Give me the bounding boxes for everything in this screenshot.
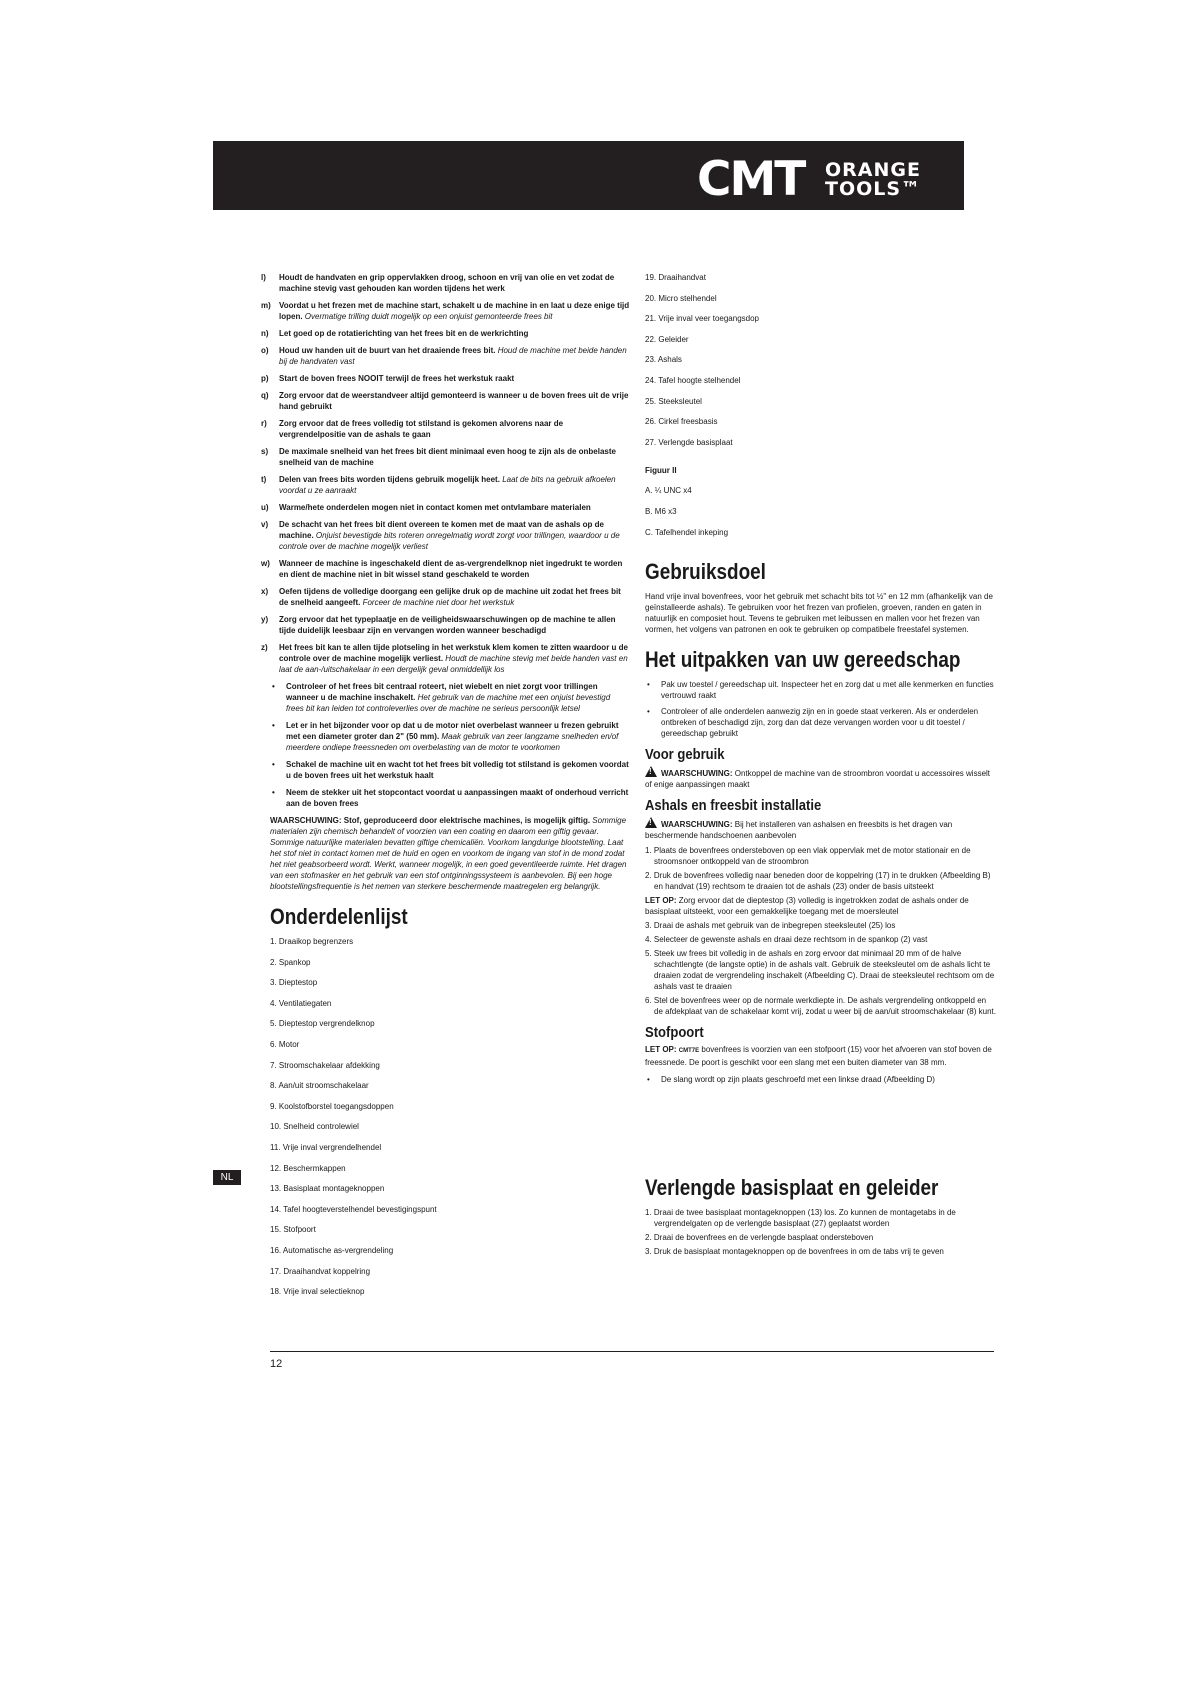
safety-item-text: Oefen tijdens de volledige doorgang een gelijke druk op de machine uit zodat het frees bit de snelheid aangeeft. bbox=[279, 587, 621, 607]
safety-item-letter: z) bbox=[261, 643, 268, 652]
list-item: 11. Vrije inval vergrendelhendel bbox=[270, 1142, 382, 1152]
safety-item-text: Het frees bit kan te allen tijde plotseling in het werkstuk klem komen te zitten waardoor u de controle over de machine mogelijk verliest. bbox=[279, 643, 628, 663]
voor-gebruik-heading: Voor gebruik bbox=[645, 747, 725, 764]
figure-item: A. ¼ UNC x4 bbox=[645, 486, 692, 496]
safety-item-note: Houd de machine met beide handen bij de handvaten vast bbox=[279, 346, 627, 366]
page-number: 12 bbox=[270, 1358, 283, 1370]
warning-text: Bij het installeren van ashalsen en freesbits is het dragen van beschermende handschoenen aanbevolen bbox=[645, 820, 953, 841]
safety-item-text: Wanneer de machine is ingeschakeld dient de as-vergrendelknop niet ingedrukt te worden en dient de machine niet in bit wissel stand geschakeld te worden bbox=[279, 559, 623, 579]
safety-item bbox=[261, 586, 630, 608]
logo-main: CMT bbox=[697, 152, 805, 207]
safety-item-letter: s) bbox=[261, 447, 269, 456]
safety-item bbox=[261, 390, 630, 412]
stofpoort-text bbox=[645, 1044, 997, 1068]
safety-item bbox=[261, 519, 630, 552]
warning-icon bbox=[645, 766, 657, 777]
list-item: 1. Draai de twee basisplaat montageknoppen (13) los. Zo kunnen de montagetabs in de vergrendelgaten op de verlengde basisplaat (27) geplaatst worden bbox=[645, 1208, 956, 1229]
safety-item-text: Start de boven frees NOOIT terwijl de frees het werkstuk raakt bbox=[279, 374, 515, 383]
footer-rule bbox=[270, 1351, 994, 1352]
list-item: 19. Draaihandvat bbox=[645, 273, 706, 282]
stofpoort-bullet: • De slang wordt op zijn plaats geschroefd met een linkse draad (Afbeelding D) bbox=[645, 1074, 997, 1085]
warning-text: Ontkoppel de machine van de stroombron voordat u accessoires wisselt of enige aanpassingen maakt bbox=[645, 769, 991, 790]
safety-item-letter: u) bbox=[261, 503, 269, 512]
list-item: 1. Plaats de bovenfrees ondersteboven op een vlak oppervlak met de motor stationair en de stroomsnoer ontkoppeld van de stroombron bbox=[645, 846, 971, 867]
safety-item-text: Warme/hete onderdelen mogen niet in contact komen met ontvlambare materialen bbox=[279, 503, 591, 512]
safety-bullet bbox=[270, 681, 630, 714]
dust-warning bbox=[270, 815, 630, 892]
note-text: Zorg ervoor dat de dieptestop (3) volledig is ingetrokken zodat de ashals onder de basisplaat uitsteekt, voor een gemakkelijke toegang met de moersleutel bbox=[645, 896, 969, 917]
list-item: 20. Micro stelhendel bbox=[645, 293, 717, 303]
list-item: 3. Dieptestop bbox=[270, 978, 318, 988]
note-label: LET OP: bbox=[645, 896, 677, 906]
safety-item-letter: w) bbox=[261, 559, 270, 568]
ashals-steps-continued bbox=[645, 920, 997, 1017]
safety-item-text: Let goed op de rotatierichting van het frees bit en de werkrichting bbox=[279, 329, 529, 338]
safety-item bbox=[261, 418, 630, 440]
stofpoort-note-label: LET OP: bbox=[645, 1045, 677, 1055]
safety-item-note: Houdt de machine stevig met beide handen vast en laat de aan-/uitschakelaar in een dergelijk geval onmiddellijk los bbox=[279, 654, 628, 674]
safety-item-letter: o) bbox=[261, 346, 269, 355]
safety-bullet-text: Schakel de machine uit en wacht tot het frees bit volledig tot stilstand is gekomen voordat u de boven frees uit het werkstuk haalt bbox=[286, 760, 629, 780]
list-item: 5. Steek uw frees bit volledig in de ashals en zorg ervoor dat minimaal 20 mm of de halve schachtlengte (de langste optie) in de ashals valt. Gebruik de steeksleutel om de ashals licht te draaien zodat de vergrendeling inschakelt (Afbeelding C). Draai de steeksleutel rechtsom om de ashals vast te draaien bbox=[645, 949, 995, 992]
safety-list bbox=[261, 272, 630, 675]
logo-triangle-icon bbox=[744, 158, 766, 172]
safety-item bbox=[261, 300, 630, 322]
safety-item-letter: y) bbox=[261, 615, 269, 624]
list-item: 3. Druk de basisplaat montageknoppen op de bovenfrees in om de tabs vrij te geven bbox=[645, 1247, 944, 1257]
list-item: 1. Draaikop begrenzers bbox=[270, 937, 354, 946]
safety-item-letter: l) bbox=[261, 273, 266, 282]
safety-item-letter: t) bbox=[261, 475, 267, 484]
safety-item-letter: p) bbox=[261, 374, 269, 383]
list-item: 25. Steeksleutel bbox=[645, 396, 702, 406]
safety-item-text: De schacht van het frees bit dient overeen te komen met de maat van de ashals op de machine. bbox=[279, 520, 604, 540]
safety-bullet-text: Neem de stekker uit het stopcontact voordat u aanpassingen maakt of onderhoud verricht aan de boven frees bbox=[286, 788, 629, 808]
list-item: 27. Verlengde basisplaat bbox=[645, 437, 733, 447]
warning-label: WAARSCHUWING: bbox=[661, 820, 733, 830]
list-item: 23. Ashals bbox=[645, 355, 682, 365]
safety-item-note: Forceer de machine niet door het werkstuk bbox=[362, 598, 515, 607]
list-item: 13. Basisplaat montageknoppen bbox=[270, 1184, 385, 1194]
list-item: 16. Automatische as-vergrendeling bbox=[270, 1245, 394, 1255]
list-item: 10. Snelheid controlewiel bbox=[270, 1122, 359, 1132]
safety-item-text: Zorg ervoor dat de weerstandveer altijd gemonteerd is wanneer u de boven frees uit de vrije hand gebruikt bbox=[279, 391, 629, 411]
figure-items bbox=[645, 485, 997, 547]
verlengde-heading: Verlengde basisplaat en geleider bbox=[645, 1175, 939, 1201]
list-item: 2. Draai de bovenfrees en de verlengde basplaat ondersteboven bbox=[645, 1233, 874, 1243]
safety-item-letter: x) bbox=[261, 587, 269, 596]
voor-gebruik-warning bbox=[645, 766, 997, 790]
figure-item: C. Tafelhendel inkeping bbox=[645, 527, 729, 537]
safety-item-letter: n) bbox=[261, 329, 269, 338]
language-tab: NL bbox=[213, 1170, 241, 1185]
safety-item-text: Houd uw handen uit de buurt van het draaiende frees bit. bbox=[279, 346, 496, 355]
dust-warning-title: WAARSCHUWING: Stof, geproduceerd door elektrische machines, is mogelijk giftig. bbox=[270, 816, 591, 825]
ashals-steps bbox=[645, 845, 997, 892]
list-item: 14. Tafel hoogteverstelhendel bevestigingspunt bbox=[270, 1204, 437, 1214]
safety-bullet bbox=[270, 759, 630, 781]
gebruiksdoel-text: Hand vrije inval bovenfrees, voor het gebruik met schacht bits tot ½" en 12 mm (afhankelijk van de geïnstalleerde ashals). Te gebruiken voor het frezen van profielen, groeven, randen en gaten in natuurlijk en composiet hout. Tevens te gebruiken met leibussen en mallen voor het frezen van vormen, het volgens van patronen en ook te gebruiken op compatibele freestafel systemen. bbox=[645, 592, 993, 635]
list-item: 4. Selecteer de gewenste ashals en draai deze rechtsom in de spankop (2) vast bbox=[645, 935, 928, 945]
list-item: 9. Koolstofborstel toegangsdoppen bbox=[270, 1101, 394, 1111]
safety-bullet-text: Let er in het bijzonder voor op dat u de motor niet overbelast wanneer u frezen gebruikt met een diameter groter dan 2" (50 mm). bbox=[286, 721, 619, 741]
safety-item bbox=[261, 642, 630, 675]
uitpakken-list bbox=[645, 679, 997, 739]
safety-item-letter: r) bbox=[261, 419, 267, 428]
safety-item bbox=[261, 373, 630, 384]
safety-bullet bbox=[270, 720, 630, 753]
list-item: 21. Vrije inval veer toegangsdop bbox=[645, 314, 759, 324]
safety-item bbox=[261, 328, 630, 339]
list-item: 8. Aan/uit stroomschakelaar bbox=[270, 1081, 369, 1091]
ashals-warning bbox=[645, 817, 997, 841]
warning-label: WAARSCHUWING: bbox=[661, 769, 733, 779]
safety-bullet bbox=[270, 787, 630, 809]
list-item: • Pak uw toestel / gereedschap uit. Inspecteer het en zorg dat u met alle kenmerken en functies vertrouwd raakt bbox=[645, 679, 997, 701]
right-column bbox=[645, 272, 997, 1260]
parts-heading: Onderdelenlijst bbox=[270, 904, 408, 929]
safety-bullets bbox=[270, 681, 630, 809]
safety-item-letter: q) bbox=[261, 391, 269, 400]
list-item: 6. Motor bbox=[270, 1039, 300, 1049]
list-item: 2. Druk de bovenfrees volledig naar beneden door de koppelring (17) in te drukken (Afbeelding B) en handvat (19) rechtsom te draaien tot de ashals (23) onder de basis uitsteekt bbox=[645, 871, 991, 892]
safety-item bbox=[261, 272, 630, 294]
safety-item-text: Delen van frees bits worden tijdens gebruik mogelijk heet. bbox=[279, 475, 500, 484]
list-item: 4. Ventilatiegaten bbox=[270, 998, 332, 1008]
verlengde-steps bbox=[645, 1207, 997, 1257]
list-item: 22. Geleider bbox=[645, 334, 689, 344]
uitpakken-heading: Het uitpakken van uw gereedschap bbox=[645, 647, 961, 673]
safety-item bbox=[261, 502, 630, 513]
list-item: • Controleer of alle onderdelen aanwezig zijn en in goede staat verkeren. Als er onderdelen ontbreken of beschadigd zijn, zorg dan dat deze vervangen worden voor u dit toestel / gereedschap gebruikt bbox=[645, 706, 997, 739]
list-item: 15. Stofpoort bbox=[270, 1225, 316, 1235]
safety-item-text: De maximale snelheid van het frees bit dient minimaal even hoog te zijn als de onbelaste snelheid van de machine bbox=[279, 447, 616, 467]
list-item: 2. Spankop bbox=[270, 957, 311, 967]
safety-item-letter: m) bbox=[261, 301, 271, 310]
safety-item bbox=[261, 614, 630, 636]
left-column bbox=[261, 272, 630, 1307]
safety-bullet-note: Maak gebruik van zeer langzame snelheden en/of meerdere ondiepe freessneden om overbelasting van de motor te voorkomen bbox=[286, 732, 619, 752]
ashals-note bbox=[645, 895, 997, 917]
dust-warning-text: Sommige materialen zijn chemisch behandelt of voorzien van een coating en daarom een giftig gevaar. Sommige natuurlijke materialen bevatten giftige chemicaliën. Voorkom langdurige blootstelling. Laat het stof niet in contact komen met de huid en ogen en voorkom de ingang van stof in de mond zodat het niet geabsorbeerd wordt. Werkt, wanneer mogelijk, in een goed geventileerde ruimte. Het dragen van een stofmasker en het gebruik van een stof ontginningssysteem is aanbevolen. Bij een hoge blootstellingsfrequentie is het nemen van sterkere beschermende maatregelen erg belangrijk. bbox=[270, 816, 627, 891]
logo-line2: TOOLS™ bbox=[825, 178, 922, 200]
safety-item-text: Zorg ervoor dat het typeplaatje en de veiligheidswaarschuwingen op de machine te allen tijde duidelijk leesbaar zijn en vervangen worden wanneer beschadigd bbox=[279, 615, 616, 635]
stofpoort-heading: Stofpoort bbox=[645, 1025, 704, 1042]
figure-heading: Figuur II bbox=[645, 466, 677, 476]
list-item: 18. Vrije inval selectieknop bbox=[270, 1287, 365, 1297]
safety-item-note: Onjuist bevestigde bits roteren onregelmatig wordt zorgt voor trillingen, waardoor u de controle over de machine mogelijk verliest bbox=[279, 531, 620, 551]
list-item: 24. Tafel hoogte stelhendel bbox=[645, 375, 741, 385]
stofpoort-brand: CMT7E bbox=[678, 1048, 700, 1055]
list-item: 7. Stroomschakelaar afdekking bbox=[270, 1060, 380, 1070]
stofpoort-body: bovenfrees is voorzien van een stofpoort (15) voor het afvoeren van stof boven de freessnede. De poort is geschikt voor een slang met een buiten diameter van 38 mm. bbox=[645, 1045, 992, 1068]
safety-item bbox=[261, 558, 630, 580]
safety-item-text: Voordat u het frezen met de machine start, schakelt u de machine in en laat u deze enige tijd lopen. bbox=[279, 301, 630, 321]
safety-bullet-text: Controleer of het frees bit centraal roteert, niet wiebelt en niet zorgt voor trillingen wanneer u de machine inschakelt. bbox=[286, 682, 598, 702]
list-item: 17. Draaihandvat koppelring bbox=[270, 1266, 371, 1276]
list-item: 12. Beschermkappen bbox=[270, 1163, 346, 1173]
safety-item bbox=[261, 446, 630, 468]
logo-line1: ORANGE bbox=[825, 159, 921, 181]
safety-item-text: Zorg ervoor dat de frees volledig tot stilstand is gekomen alvorens naar de vergrendelpositie van de ashals te gaan bbox=[279, 419, 564, 439]
gebruiksdoel-heading: Gebruiksdoel bbox=[645, 559, 766, 585]
list-item: 6. Stel de bovenfrees weer op de normale werkdiepte in. De ashals vergrendeling ontkoppeld en de afdekplaat van de schakelaar komt vrij, zodat u weer bij de aan/uit stroomschakelaar (8) kunt. bbox=[645, 996, 996, 1017]
parts-list bbox=[270, 936, 630, 1307]
logo-text bbox=[825, 161, 921, 199]
warning-icon bbox=[645, 817, 657, 828]
safety-item-letter: v) bbox=[261, 520, 269, 529]
ashals-heading: Ashals en freesbit installatie bbox=[645, 798, 822, 815]
list-item: 5. Dieptestop vergrendelknop bbox=[270, 1019, 375, 1029]
list-item: 3. Draai de ashals met gebruik van de inbegrepen steeksleutel (25) los bbox=[645, 921, 896, 931]
list-item: 26. Cirkel freesbasis bbox=[645, 417, 718, 427]
safety-bullet-note: Het gebruik van de machine met een onjuist bevestigd frees bit kan leiden tot controleverlies over de machine ne serieus persoonlijk letsel bbox=[286, 693, 611, 713]
safety-item-note: Laat de bits na gebruik afkoelen voordat u ze aanraakt bbox=[279, 475, 616, 495]
figure-item: B. M6 x3 bbox=[645, 506, 677, 516]
parts-list-continued bbox=[645, 272, 997, 457]
safety-item bbox=[261, 345, 630, 367]
safety-item-note: Overmatige trilling duidt mogelijk op een onjuist gemonteerde frees bit bbox=[304, 312, 553, 321]
safety-item-text: Houdt de handvaten en grip oppervlakken droog, schoon en vrij van olie en vet zodat de machine stevig vast gehouden kan worden tijdens het werk bbox=[279, 273, 615, 293]
safety-item bbox=[261, 474, 630, 496]
